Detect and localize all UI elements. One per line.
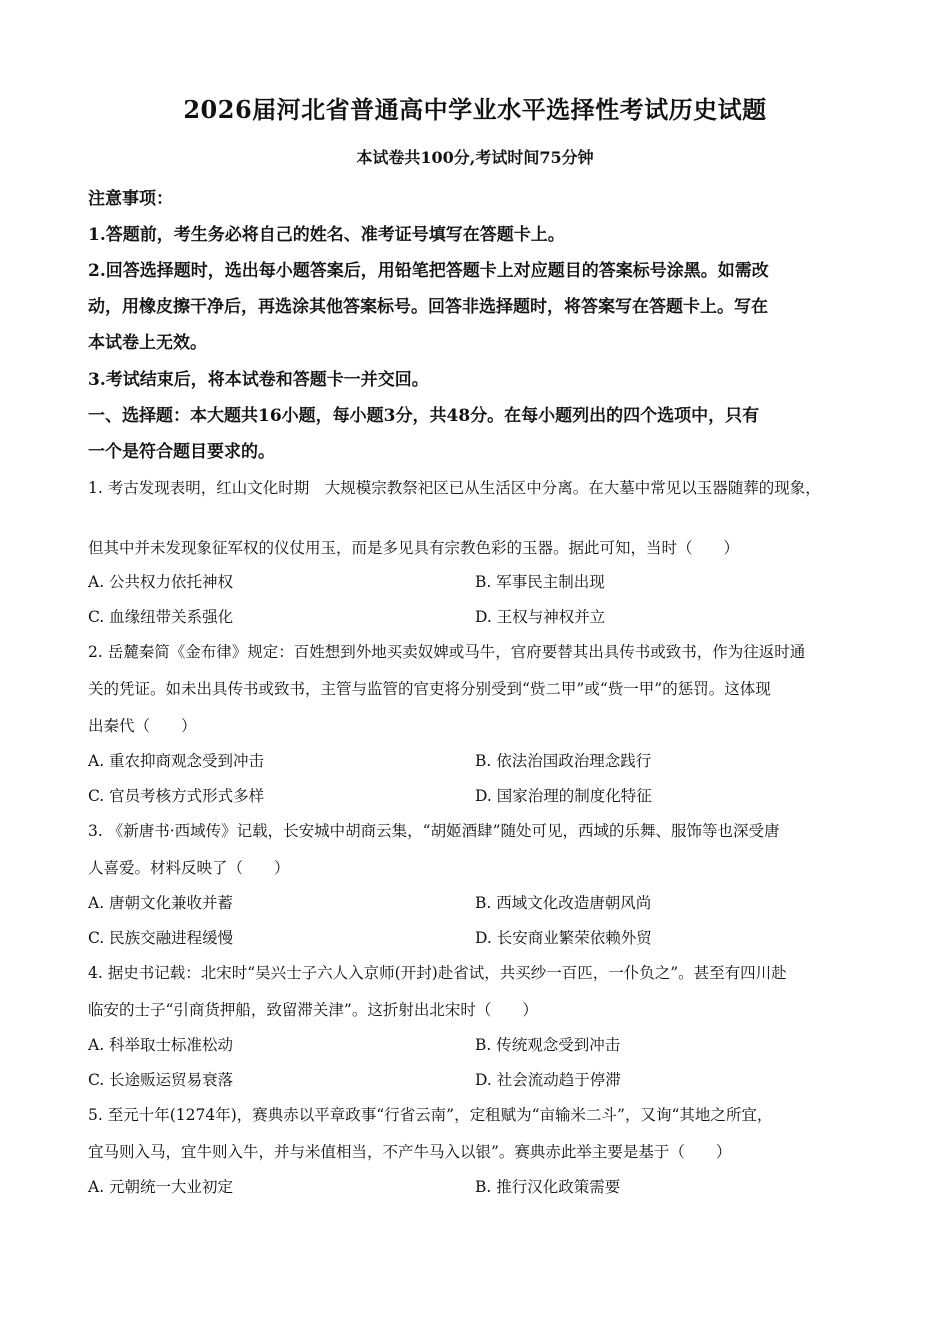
note-2-line-1: 2.回答选择题时，选出每小题答案后，用铅笔把答题卡上对应题目的答案标号涂黑。如需改 (88, 261, 769, 281)
question-1-option-d[interactable]: D. 王权与神权并立 (475, 608, 606, 626)
question-2-line-2: 关的凭证。如未出具传书或致书，主管与监管的官吏将分别受到“赀二甲”或“赀一甲”的惩罚。这体现 (88, 680, 771, 698)
question-1-line-2: 但其中并未发现象征军权的仪仗用玉，而是多见具有宗教色彩的玉器。据此可知，当时（ ） (88, 539, 740, 557)
question-4-option-a[interactable]: A. 科举取士标准松动 (88, 1036, 234, 1054)
note-3: 3.考试结束后，将本试卷和答题卡一并交回。 (88, 370, 429, 390)
note-2-line-3: 本试卷上无效。 (88, 333, 207, 353)
notes-heading: 注意事项： (88, 189, 173, 209)
question-4-option-d[interactable]: D. 社会流动趋于停滞 (475, 1071, 621, 1089)
note-2-line-2: 动，用橡皮擦干净后，再选涂其他答案标号。回答非选择题时，将答案写在答题卡上。写在 (88, 297, 768, 317)
question-2-line-1: 2. 岳麓秦简《金布律》规定：百姓想到外地买卖奴婢或马牛，官府要替其出具传书或致书，作为往返时通 (88, 643, 806, 661)
question-5-line-2: 宜马则入马，宜牛则入牛，并与米值相当，不产牛马入以银”。赛典赤此举主要是基于（ ） (88, 1143, 732, 1161)
question-2-option-b[interactable]: B. 依法治国政治理念践行 (475, 752, 652, 770)
note-1: 1.答题前，考生务必将自己的姓名、准考证号填写在答题卡上。 (88, 225, 565, 245)
section-heading-line-1: 一、选择题：本大题共16小题，每小题3分，共48分。在每小题列出的四个选项中，只有 (88, 406, 760, 426)
question-1-option-a[interactable]: A. 公共权力依托神权 (88, 573, 234, 591)
question-3-option-b[interactable]: B. 西域文化改造唐朝风尚 (475, 894, 652, 912)
question-3-line-2: 人喜爱。材料反映了（ ） (88, 859, 290, 877)
question-4-option-c[interactable]: C. 长途贩运贸易衰落 (88, 1071, 234, 1089)
page-title: 2026届河北省普通高中学业水平选择性考试历史试题 (183, 95, 767, 124)
question-1-option-b[interactable]: B. 军事民主制出现 (475, 573, 605, 591)
question-1-line-1: 1. 考古发现表明，红山文化时期 大规模宗教祭祀区已从生活区中分离。在大墓中常见以玉器随葬的现象， (88, 479, 821, 497)
question-2-line-3: 出秦代（ ） (88, 717, 197, 735)
exam-info: 本试卷共100分,考试时间75分钟 (356, 148, 594, 167)
question-2-option-d[interactable]: D. 国家治理的制度化特征 (475, 787, 652, 805)
question-3-option-a[interactable]: A. 唐朝文化兼收并蓄 (88, 894, 234, 912)
question-4-line-1: 4. 据史书记载：北宋时“吴兴士子六人入京师(开封)赴省试，共买纱一百匹，一仆负之”。甚至有四川赴 (88, 964, 787, 982)
question-2-option-a[interactable]: A. 重农抑商观念受到冲击 (88, 752, 265, 770)
question-5-option-a[interactable]: A. 元朝统一大业初定 (88, 1178, 234, 1196)
question-3-option-c[interactable]: C. 民族交融进程缓慢 (88, 929, 234, 947)
question-4-line-2: 临安的士子“引商货押船，致留滞关津”。这折射出北宋时（ ） (88, 1001, 538, 1019)
question-2-option-c[interactable]: C. 官员考核方式形式多样 (88, 787, 265, 805)
question-3-line-1: 3. 《新唐书·西域传》记载，长安城中胡商云集，“胡姬酒肆”随处可见，西域的乐舞、服饰等也深受唐 (88, 822, 780, 840)
question-5-line-1: 5. 至元十年(1274年)，赛典赤以平章政事“行省云南”，定租赋为“亩输米二斗”，又询“其地之所宜， (88, 1106, 773, 1124)
section-heading-line-2: 一个是符合题目要求的。 (88, 442, 275, 462)
question-4-option-b[interactable]: B. 传统观念受到冲击 (475, 1036, 621, 1054)
question-3-option-d[interactable]: D. 长安商业繁荣依赖外贸 (475, 929, 652, 947)
question-1-option-c[interactable]: C. 血缘纽带关系强化 (88, 608, 234, 626)
question-5-option-b[interactable]: B. 推行汉化政策需要 (475, 1178, 621, 1196)
